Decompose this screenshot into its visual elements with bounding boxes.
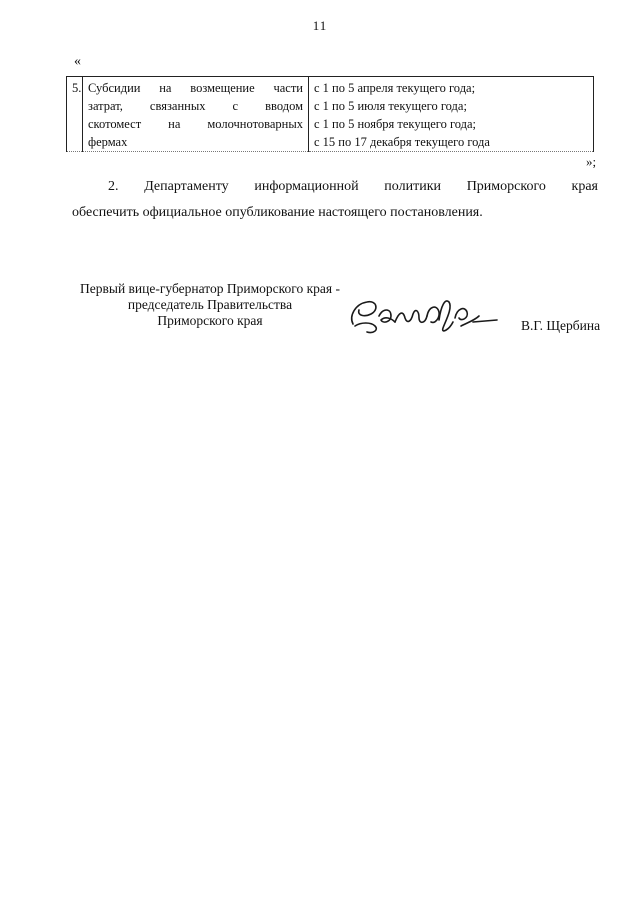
table-row (67, 77, 594, 152)
term-line: с 1 по 5 июля текущего года; (314, 99, 467, 113)
term-line: с 15 по 17 декабря текущего года (314, 135, 490, 149)
signatory-title (60, 281, 360, 329)
opening-quote: « (74, 54, 81, 69)
subsidy-table (66, 76, 594, 152)
subsidy-name-line: Субсидии на возмещение части (88, 81, 303, 95)
subsidy-name-line: затрат, связанных с вводом (88, 99, 303, 113)
term-line: с 1 по 5 ноября текущего года; (314, 117, 477, 131)
term-line: с 1 по 5 апреля текущего года; (314, 81, 476, 95)
subsidy-name-cell (83, 77, 309, 152)
signatory-title-line: Приморского края (157, 313, 263, 328)
signatory-title-line: председатель Правительства (127, 297, 293, 312)
row-number-cell: 5. (67, 77, 83, 152)
handwritten-signature (345, 286, 505, 346)
signer-name: В.Г. Щербина (521, 318, 601, 333)
paragraph-line-2: обеспечить официальное опубликование настоящего постановления. (72, 205, 483, 220)
subsidy-name-line: фермах (88, 135, 128, 149)
closing-quote: »; (586, 154, 597, 169)
subsidy-name-line: скотомест на молочнотоварных (88, 117, 303, 131)
paragraph-line-1: 2. Департаменту информационной политики Приморского края (108, 179, 598, 194)
terms-cell (309, 77, 594, 152)
signatory-title-line: Первый вице-губернатор Приморского края - (80, 281, 340, 296)
page-number: 11 (312, 18, 328, 33)
